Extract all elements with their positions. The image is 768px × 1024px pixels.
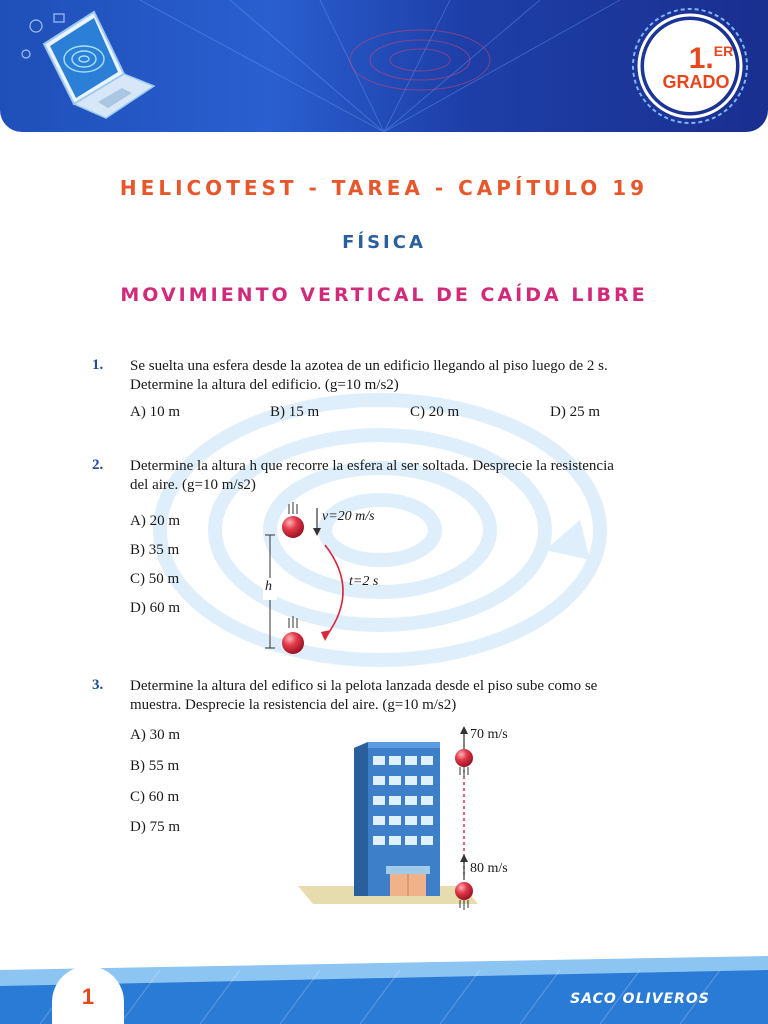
question-1-option-a: A) 10 m <box>130 404 180 420</box>
velocity-label: v=20 m/s <box>322 509 375 524</box>
question-1-line2: Determine la altura del edificio. (g=10 m/s2) <box>130 377 399 393</box>
grade-label: GRADO <box>662 72 730 92</box>
question-3-option-d: D) 75 m <box>130 819 180 835</box>
header-banner <box>0 0 768 132</box>
question-3-option-c: C) 60 m <box>130 789 180 805</box>
question-3-figure <box>298 724 488 914</box>
question-2-option-c: C) 50 m <box>130 571 180 587</box>
grade-number: 1.$^{ER}$ <box>688 42 734 75</box>
question-3-line2: muestra. Desprecie la resistencia del aire. (g=10 m/s2) <box>130 697 457 713</box>
question-3-text <box>130 677 675 715</box>
question-2-option-b: B) 35 m <box>130 542 180 558</box>
brand-name: SACO OLIVEROS <box>570 991 710 1007</box>
question-1-line1: Se suelta una esfera desde la azotea de un edificio llegando al piso luego de 2 s. <box>130 358 608 374</box>
bottom-speed-label: 80 m/s <box>470 861 508 876</box>
ball-bottom <box>282 632 304 654</box>
question-1-option-b: B) 15 m <box>270 404 320 420</box>
page-title: HELICOTEST - TAREA - CAPÍTULO 19 <box>119 176 649 200</box>
question-2-line2: del aire. (g=10 m/s2) <box>130 477 256 493</box>
motion-lines-bottom <box>289 616 297 628</box>
question-2-line1: Determine la altura h que recorre la esfera al ser soltada. Desprecie la resistencia <box>130 458 614 474</box>
question-3-number: 3. <box>92 677 104 693</box>
ball-top <box>282 516 304 538</box>
question-1-text <box>130 357 675 395</box>
question-2-text <box>130 457 675 495</box>
subject-title: FÍSICA <box>342 232 426 253</box>
topic-title: MOVIMIENTO VERTICAL DE CAÍDA LIBRE <box>120 284 648 306</box>
question-3-option-a: A) 30 m <box>130 727 180 743</box>
question-1-option-c: C) 20 m <box>410 404 460 420</box>
ball-bottom <box>455 882 473 900</box>
arrow-bottom <box>460 854 468 862</box>
height-label: h <box>265 579 272 594</box>
question-3-option-b: B) 55 m <box>130 758 180 774</box>
ball-top <box>455 749 473 767</box>
top-speed-label: 70 m/s <box>470 727 508 742</box>
question-3-line1: Determine la altura del edifico si la pelota lanzada desde el piso sube como se <box>130 678 598 694</box>
question-1-option-d: D) 25 m <box>550 404 600 420</box>
time-label: t=2 s <box>349 574 379 589</box>
motion-lines-top <box>289 502 297 514</box>
time-arrow <box>325 545 343 635</box>
page-number: 1 <box>81 984 95 1009</box>
question-2-option-a: A) 20 m <box>130 513 180 529</box>
question-2-number: 2. <box>92 457 104 473</box>
question-2-option-d: D) 60 m <box>130 600 180 616</box>
question-1-number: 1. <box>92 357 104 373</box>
arrow-top <box>460 726 468 734</box>
laptop-illustration <box>14 4 164 124</box>
